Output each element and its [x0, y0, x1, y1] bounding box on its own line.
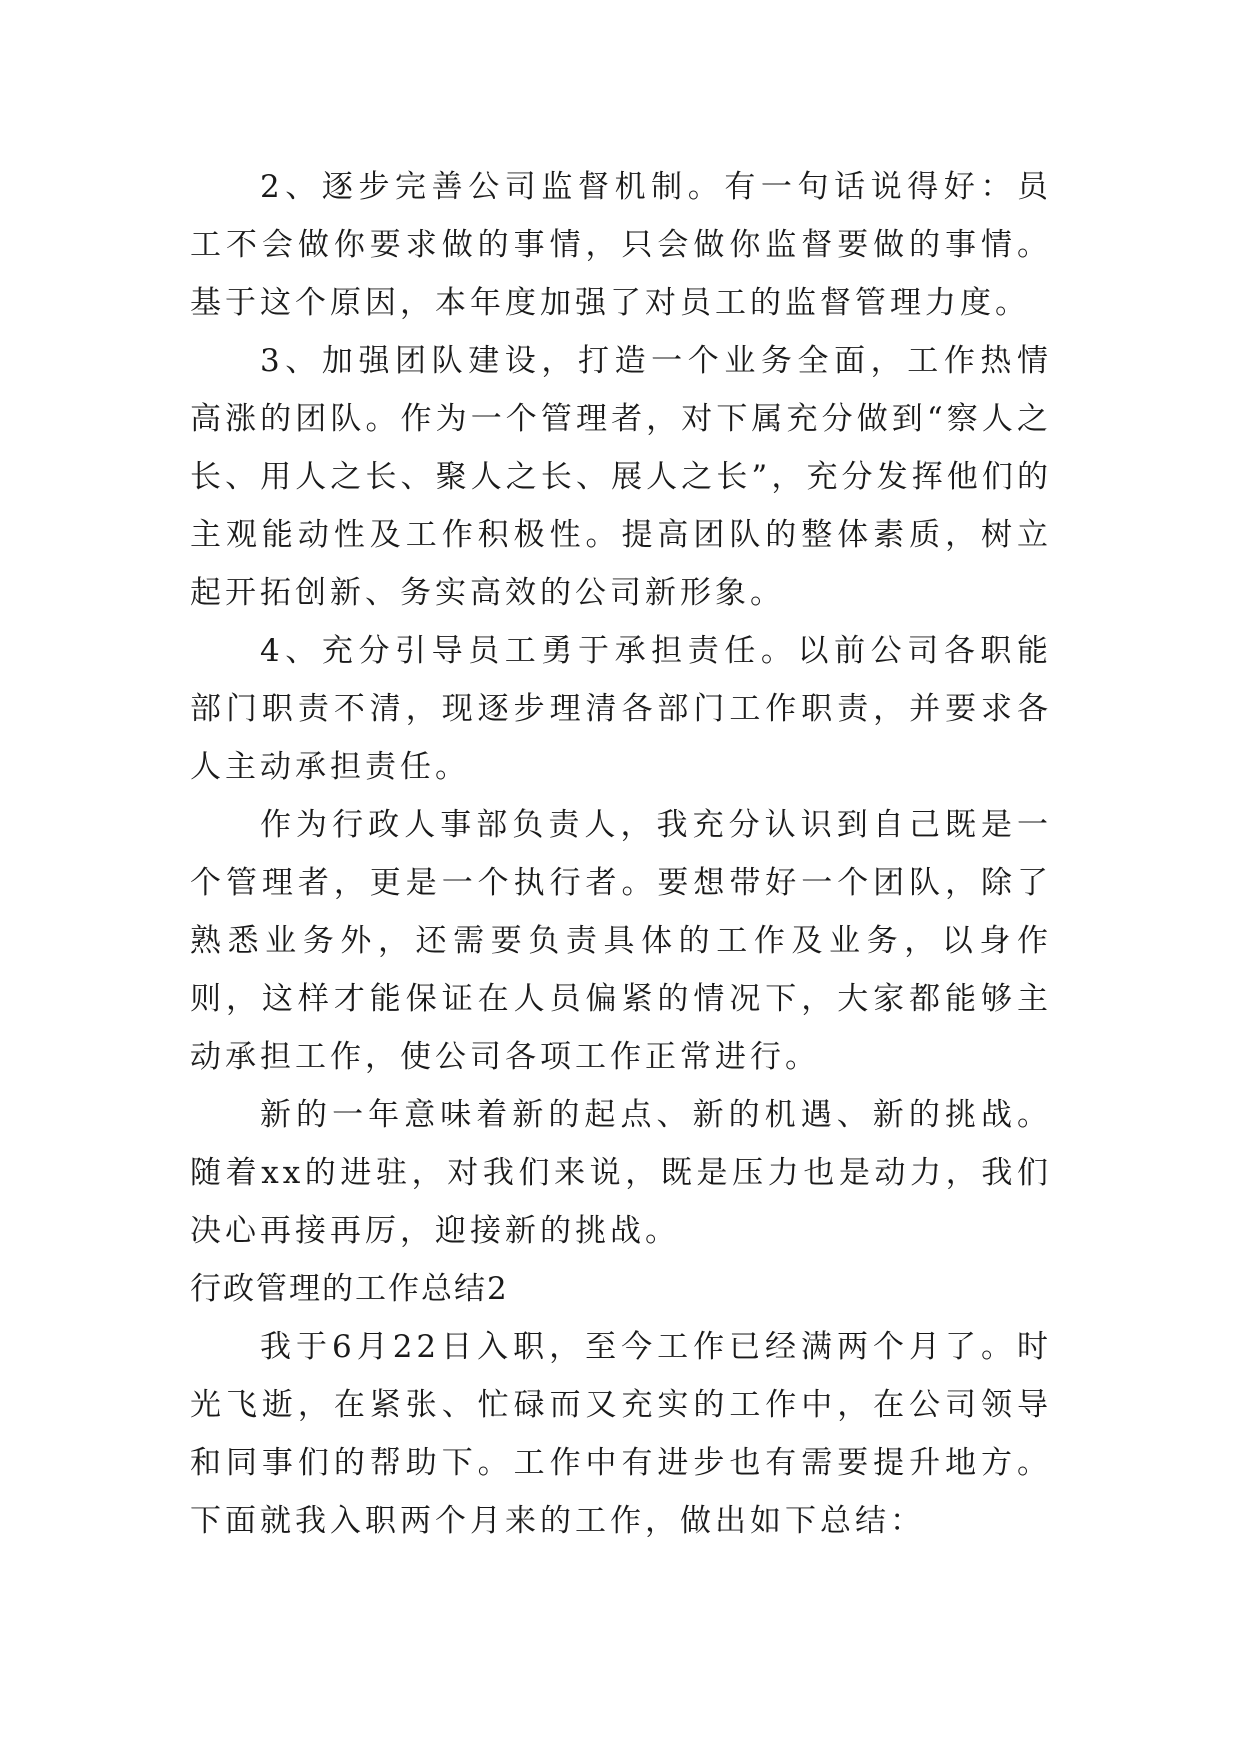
document-body — [190, 158, 1052, 1550]
paragraph-responsibility: 4、充分引导员工勇于承担责任。以前公司各职能部门职责不清，现逐步理清各部门工作职责，并要求各人主动承担责任。 — [190, 633, 1052, 785]
section-heading: 行政管理的工作总结2 — [190, 1271, 509, 1307]
paragraph-team-building: 3、加强团队建设，打造一个业务全面，工作热情高涨的团队。作为一个管理者，对下属充分做到“察人之长、用人之长、聚人之长、展人之长”，充分发挥他们的主观能动性及工作积极性。提高团队的整体素质，树立起开拓创新、务实高效的公司新形象。 — [190, 343, 1052, 611]
paragraph-new-year: 新的一年意味着新的起点、新的机遇、新的挑战。随着xx的进驻，对我们来说，既是压力也是动力，我们决心再接再厉，迎接新的挑战。 — [190, 1097, 1052, 1249]
paragraph-onboarding: 我于6月22日入职，至今工作已经满两个月了。时光飞逝，在紧张、忙碌而又充实的工作中，在公司领导和同事们的帮助下。工作中有进步也有需要提升地方。下面就我入职两个月来的工作，做出如下总结： — [190, 1329, 1052, 1539]
paragraph-manager-role: 作为行政人事部负责人，我充分认识到自己既是一个管理者，更是一个执行者。要想带好一个团队，除了熟悉业务外，还需要负责具体的工作及业务，以身作则，这样才能保证在人员偏紧的情况下，大家都能够主动承担工作，使公司各项工作正常进行。 — [190, 807, 1052, 1075]
paragraph-supervision: 2、逐步完善公司监督机制。有一句话说得好：员工不会做你要求做的事情，只会做你监督要做的事情。基于这个原因，本年度加强了对员工的监督管理力度。 — [190, 169, 1052, 321]
